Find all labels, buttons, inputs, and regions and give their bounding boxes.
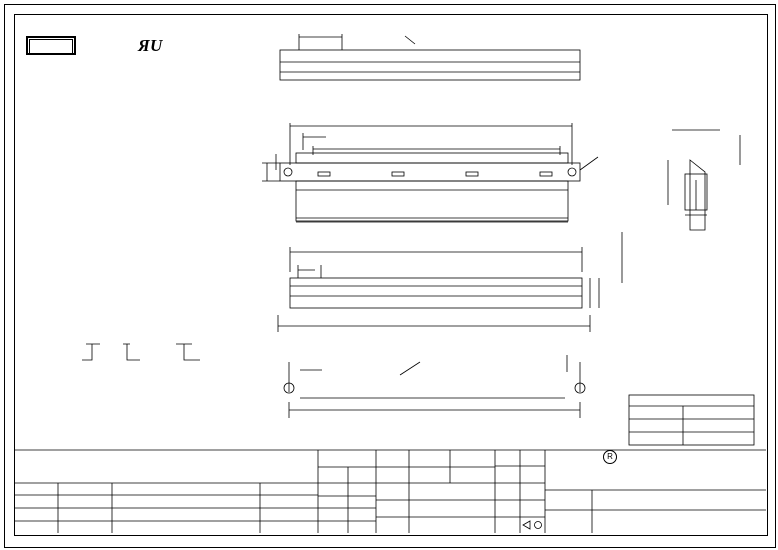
- svg-text:U: U: [150, 36, 163, 55]
- registered-icon: R: [603, 450, 617, 464]
- svg-text:Я: Я: [138, 36, 150, 55]
